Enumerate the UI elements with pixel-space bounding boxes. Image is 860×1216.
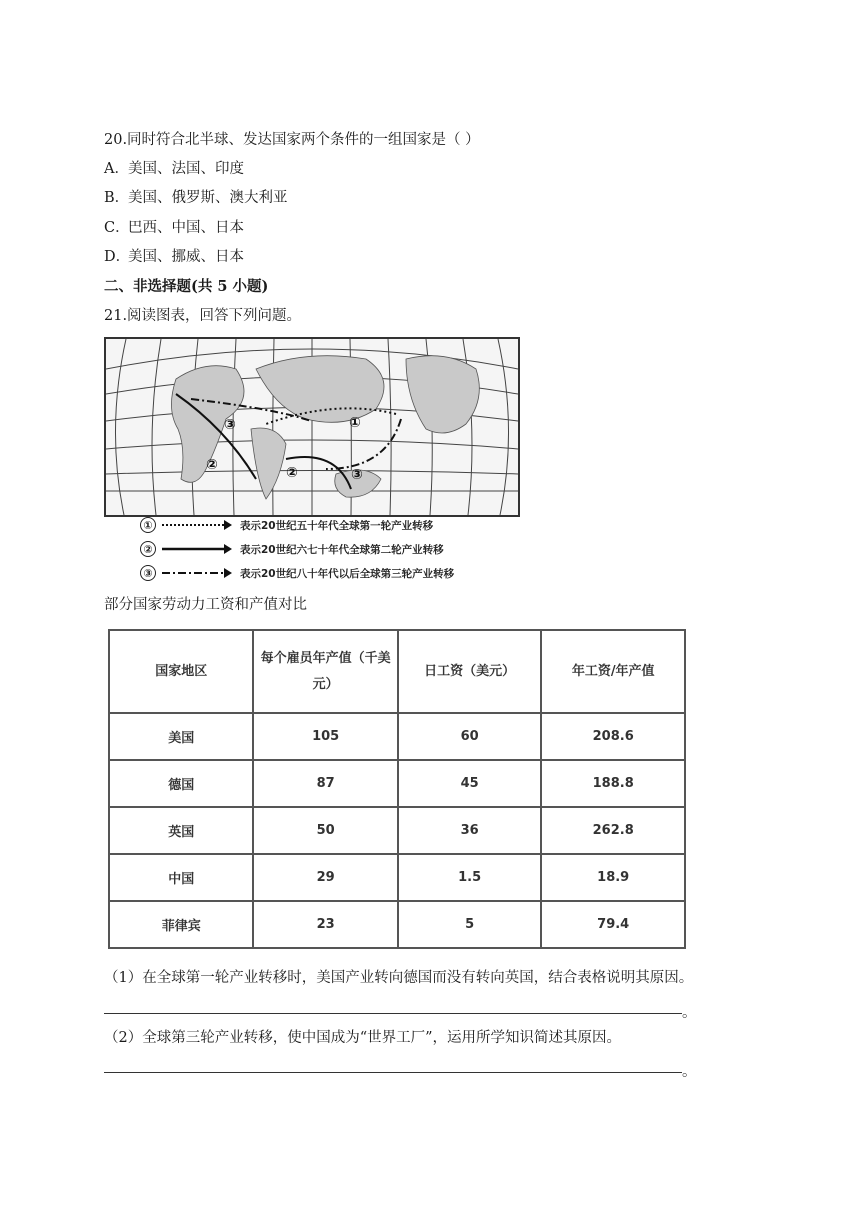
map-marker-2b: ② [286, 465, 298, 481]
table-header-row [109, 630, 685, 713]
map-marker-1: ① [349, 415, 361, 431]
table-cell: 50 [253, 807, 397, 854]
option-letter: A． [104, 161, 129, 177]
table-cell: 中国 [109, 854, 253, 901]
section-title: 二、非选择题(共 5 小题) [104, 278, 269, 295]
legend-text: 表示20世纪六七十年代全球第二轮产业转移 [240, 543, 444, 556]
table-cell: 5 [398, 901, 541, 948]
table-row [109, 713, 685, 760]
table-cell: 29 [253, 854, 397, 901]
table-row [109, 854, 685, 901]
table-row [109, 807, 685, 854]
map-marker-3b: ③ [351, 467, 363, 483]
solid-arrow-icon [162, 543, 232, 555]
question-21-stem: 21.阅读图表，回答下列问题。 [104, 308, 302, 324]
option-text: 巴西、中国、日本 [128, 220, 244, 236]
legend-number: ② [140, 541, 156, 557]
world-map-figure [104, 337, 520, 517]
map-legend [140, 513, 460, 583]
table-cell: 60 [398, 713, 541, 760]
option-b [104, 188, 288, 208]
legend-number: ① [140, 517, 156, 533]
table-cell: 87 [253, 760, 397, 807]
table-row [109, 760, 685, 807]
table-cell: 36 [398, 807, 541, 854]
map-marker-3: ③ [224, 417, 236, 433]
column-header: 日工资（美元） [398, 630, 541, 713]
option-a [104, 159, 244, 179]
sub-question-1: （1）在全球第一轮产业转移时，美国产业转向德国而没有转向英国，结合表格说明其原因。 [104, 970, 694, 986]
table-cell: 英国 [109, 807, 253, 854]
column-header: 每个雇员年产值（千美元） [253, 630, 397, 713]
table-cell: 美国 [109, 713, 253, 760]
legend-text: 表示20世纪八十年代以后全球第三轮产业转移 [240, 567, 455, 580]
answer-line-2[interactable] [104, 1072, 682, 1073]
legend-item-1 [140, 515, 433, 535]
table-cell: 188.8 [541, 760, 685, 807]
option-letter: D． [104, 249, 131, 265]
table-caption: 部分国家劳动力工资和产值对比 [104, 597, 307, 613]
dash-dot-arrow-icon [162, 567, 232, 579]
option-c [104, 218, 244, 238]
table-cell: 79.4 [541, 901, 685, 948]
column-header: 国家地区 [109, 630, 253, 713]
table-cell: 1.5 [398, 854, 541, 901]
wage-output-table [108, 629, 686, 949]
option-text: 美国、挪威、日本 [128, 249, 244, 265]
table-row [109, 901, 685, 948]
option-d [104, 247, 244, 267]
table-cell: 18.9 [541, 854, 685, 901]
option-text: 美国、俄罗斯、澳大利亚 [128, 190, 288, 206]
answer-line-1-end: 。 [682, 1005, 697, 1021]
option-letter: C． [104, 220, 130, 236]
legend-item-3 [140, 563, 454, 583]
legend-item-2 [140, 539, 444, 559]
table-cell: 德国 [109, 760, 253, 807]
world-map [106, 339, 518, 515]
table-cell: 菲律宾 [109, 901, 253, 948]
dotted-arrow-icon [162, 519, 232, 531]
option-text: 美国、法国、印度 [128, 161, 244, 177]
table-cell: 45 [398, 760, 541, 807]
legend-number: ③ [140, 565, 156, 581]
table-cell: 105 [253, 713, 397, 760]
table-cell: 262.8 [541, 807, 685, 854]
sub-question-2: （2）全球第三轮产业转移，使中国成为“世界工厂”，运用所学知识简述其原因。 [104, 1030, 622, 1046]
legend-text: 表示20世纪五十年代全球第一轮产业转移 [240, 519, 434, 532]
table-cell: 23 [253, 901, 397, 948]
answer-line-1[interactable] [104, 1013, 682, 1014]
table-cell: 208.6 [541, 713, 685, 760]
option-letter: B． [104, 190, 130, 206]
map-continents [171, 356, 479, 499]
map-marker-2: ② [206, 457, 218, 473]
column-header: 年工资/年产值 [541, 630, 685, 713]
answer-line-2-end: 。 [682, 1064, 697, 1080]
question-20-stem: 20.同时符合北半球、发达国家两个条件的一组国家是（ ） [104, 132, 480, 148]
